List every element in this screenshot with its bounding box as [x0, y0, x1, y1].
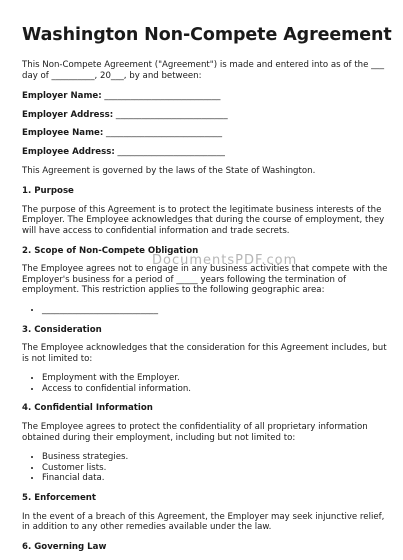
employer-name-blank: ___________________________: [101, 91, 221, 102]
section-heading-confidential: 4. Confidential Information: [22, 403, 153, 414]
section-heading-enforcement: 5. Enforcement: [22, 493, 97, 504]
employee-address-field[interactable]: [22, 147, 388, 158]
section-heading-purpose: 1. Purpose: [22, 186, 74, 197]
document-title: Washington Non-Compete Agreement: [22, 25, 392, 45]
list-item[interactable]: • ___________________________: [42, 305, 388, 316]
watermark-logo: DocumentsPDF.com: [152, 253, 298, 268]
employer-address-field[interactable]: [22, 110, 388, 121]
confidential-list: [22, 452, 388, 484]
list-item: • Financial data.: [42, 473, 388, 484]
employee-name-blank: ___________________________: [103, 128, 223, 139]
employer-name-label: Employer Name:: [22, 91, 102, 102]
employee-address-blank: _________________________: [114, 146, 225, 157]
section-text-purpose: The purpose of this Agreement is to protect the legitimate business interests of the Employer. The Employee acknowledges that during the course of employment, they will have access to confidential information and trade secrets.: [22, 204, 385, 236]
employee-name-field[interactable]: [22, 128, 388, 139]
list-item: • Access to confidential information.: [42, 384, 388, 395]
section-heading-scope: 2. Scope of Non-Compete Obligation: [22, 245, 199, 256]
employer-address-blank: __________________________: [113, 109, 228, 120]
document-page: [22, 24, 392, 560]
list-item: • Employment with the Employer.: [42, 373, 388, 384]
section-text-enforcement: In the event of a breach of this Agreement, the Employer may seek injunctive relief, in addition to any other remedies available under the law.: [22, 511, 385, 533]
section-heading-governing-law: 6. Governing Law: [22, 541, 107, 552]
intro-paragraph: This Non-Compete Agreement ("Agreement") is made and entered into as of the ___ day of __________, 20___, by and between:: [22, 60, 385, 81]
employer-address-label: Employer Address:: [22, 109, 114, 120]
employer-name-field[interactable]: [22, 91, 388, 102]
section-text-consideration: The Employee acknowledges that the consideration for this Agreement includes, but is not limited to:: [22, 343, 387, 364]
governing-statement: This Agreement is governed by the laws of the State of Washington.: [22, 165, 316, 176]
scope-list: [22, 305, 388, 316]
employee-name-label: Employee Name:: [22, 128, 104, 139]
section-text-scope: The Employee agrees not to engage in any business activities that compete with the Employer's business for a period of _____ years following the termination of employment. This restriction applies to the following geographic area:: [22, 264, 388, 296]
list-item: • Customer lists.: [42, 463, 388, 474]
section-heading-consideration: 3. Consideration: [22, 324, 102, 335]
employee-address-label: Employee Address:: [22, 146, 115, 157]
consideration-list: [22, 373, 388, 394]
list-item: • Business strategies.: [42, 452, 388, 463]
section-text-confidential: The Employee agrees to protect the confidentiality of all proprietary information obtained during their employment, including but not limited to:: [22, 422, 368, 443]
